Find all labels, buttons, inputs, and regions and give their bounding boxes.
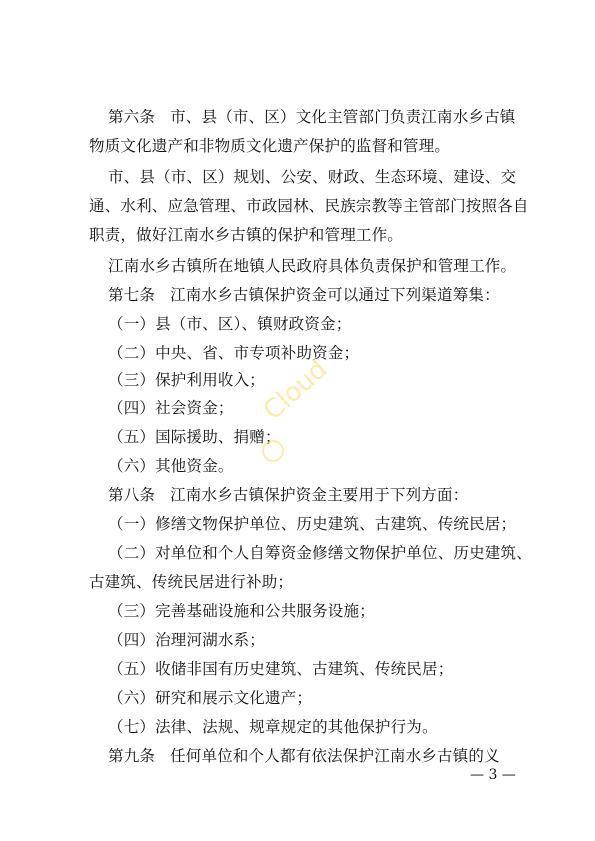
list-item: （二）中央、省、市专项补助资金；	[108, 344, 360, 362]
article-number: 第六条	[108, 108, 156, 126]
article-9-line-1	[108, 746, 500, 766]
paragraph-line: 江南水乡古镇所在地镇人民政府具体负责保护和管理工作。	[108, 257, 517, 275]
list-item: （三）保护利用收入；	[108, 371, 266, 389]
article-6-line-1	[108, 107, 516, 127]
list-item: （三）完善基础设施和公共服务设施；	[108, 602, 375, 620]
article-text: 任何单位和个人都有依法保护江南水乡古镇的义	[170, 747, 500, 765]
paragraph-line: 职责，做好江南水乡古镇的保护和管理工作。	[89, 226, 404, 244]
list-item: （一）修缮文物保护单位、历史建筑、古建筑、传统民居；	[108, 515, 517, 533]
article-6-line-2: 物质文化遗产和非物质文化遗产保护的监督和管理。	[89, 137, 451, 155]
list-item-continuation: 古建筑、传统民居进行补助；	[89, 573, 294, 591]
article-number: 第七条	[108, 286, 156, 304]
list-item: （六）其他资金。	[108, 457, 234, 475]
list-item: （七）法律、法规、规章规定的其他保护行为。	[108, 718, 438, 736]
list-item: （五）收储非国有历史建筑、古建筑、传统民居；	[108, 660, 454, 678]
paragraph-line: 市、县（市、区）规划、公安、财政、生态环境、建设、交	[108, 168, 517, 186]
watermark-logo-icon	[262, 440, 284, 462]
watermark: Cloud	[258, 354, 334, 427]
list-item: （五）国际援助、捐赠；	[108, 428, 281, 446]
list-item: （四）治理河湖水系；	[108, 631, 266, 649]
list-item: （六）研究和展示文化遗产；	[108, 689, 313, 707]
list-item: （二）对单位和个人自筹资金修缮文物保护单位、历史建筑、	[108, 544, 532, 562]
paragraph-line: 通、水利、应急管理、市政园林、民族宗教等主管部门按照各自	[89, 197, 529, 215]
article-8-line-1	[108, 485, 468, 505]
list-item: （一）县（市、区）、镇财政资金；	[108, 315, 352, 333]
article-7-line-1	[108, 285, 500, 305]
article-text: 江南水乡古镇保护资金可以通过下列渠道筹集：	[170, 286, 500, 304]
list-item: （四）社会资金；	[108, 399, 234, 417]
article-number: 第九条	[108, 747, 156, 765]
article-number: 第八条	[108, 486, 156, 504]
article-text: 市、县（市、区）文化主管部门负责江南水乡古镇	[170, 108, 516, 126]
article-text: 江南水乡古镇保护资金主要用于下列方面：	[170, 486, 469, 504]
page-number: — 3 —	[470, 767, 516, 783]
